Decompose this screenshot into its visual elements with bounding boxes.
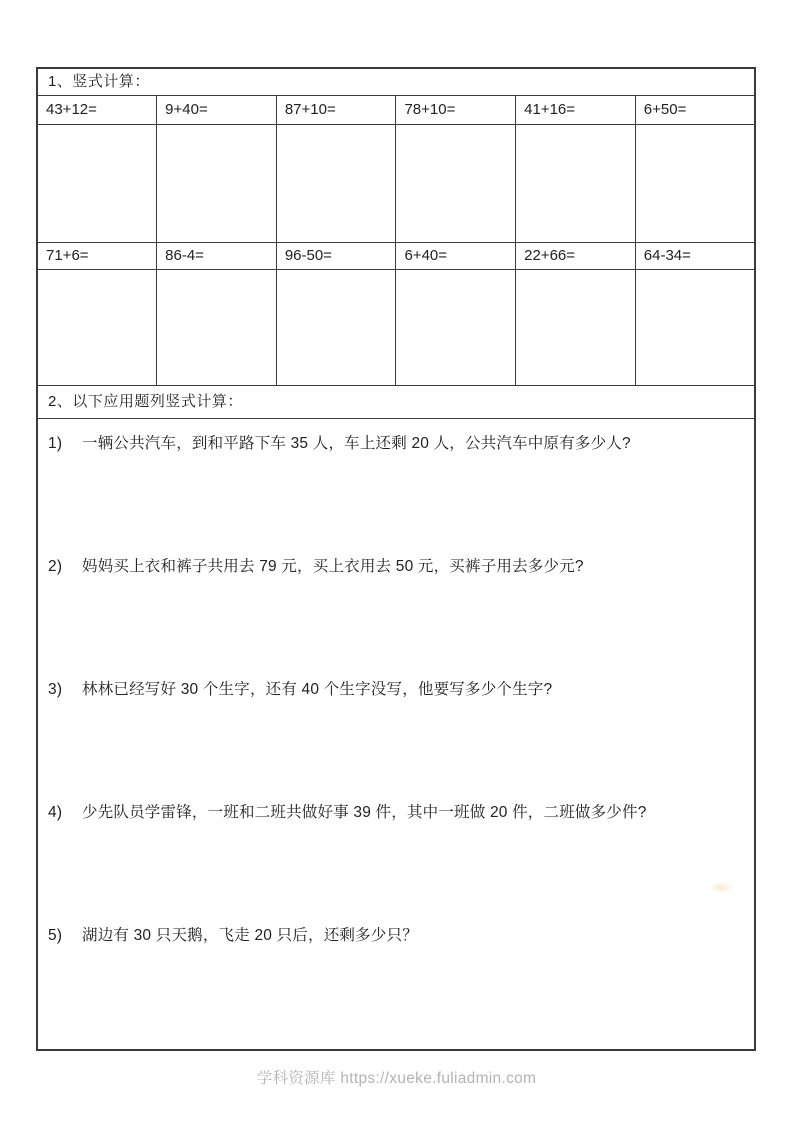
problem-cell: 6+50=	[635, 95, 755, 124]
problem-cell: 78+10=	[396, 95, 516, 124]
word-problem-number: 1)	[48, 434, 63, 452]
workspace-cell	[396, 269, 516, 385]
workspace-cell	[157, 269, 277, 385]
problem-cell: 6+40=	[396, 242, 516, 269]
workspace-cell	[516, 124, 636, 242]
word-problem-4	[38, 803, 754, 926]
problem-cell: 86-4=	[157, 242, 277, 269]
problems-row-1	[37, 95, 755, 124]
problem-cell: 87+10=	[276, 95, 396, 124]
workspace-cell	[276, 124, 396, 242]
word-problem-5	[38, 926, 754, 1049]
problem-cell: 71+6=	[37, 242, 157, 269]
workspace-cell	[396, 124, 516, 242]
worksheet-table	[36, 67, 756, 1051]
workspace-row-2	[37, 269, 755, 385]
workspace-cell	[37, 269, 157, 385]
word-problem-text: 林林已经写好 30 个生字，还有 40 个生字没写，他要写多少个生字?	[82, 680, 553, 698]
problem-cell: 96-50=	[276, 242, 396, 269]
section2-header-row	[37, 385, 755, 418]
workspace-row-1	[37, 124, 755, 242]
problem-cell: 43+12=	[37, 95, 157, 124]
word-problems-cell	[37, 418, 755, 1050]
word-problem-3	[38, 680, 754, 803]
problem-cell: 64-34=	[635, 242, 755, 269]
word-problem-1	[38, 419, 754, 557]
problems-row-2	[37, 242, 755, 269]
word-problems-row	[37, 418, 755, 1050]
word-problem-number: 3)	[48, 680, 63, 698]
problem-cell: 22+66=	[516, 242, 636, 269]
workspace-cell	[37, 124, 157, 242]
word-problem-number: 5)	[48, 926, 63, 944]
section1-header-row	[37, 68, 755, 95]
section1-title: 1、竖式计算：	[37, 68, 755, 95]
word-problem-text: 湖边有 30 只天鹅，飞走 20 只后，还剩多少只？	[82, 926, 418, 944]
workspace-cell	[276, 269, 396, 385]
workspace-cell	[157, 124, 277, 242]
footer-watermark: 学科资源库 https://xueke.fuliadmin.com	[256, 1070, 537, 1087]
section2-title: 2、以下应用题列竖式计算：	[37, 385, 755, 418]
word-problem-number: 2)	[48, 557, 63, 575]
word-problem-number: 4)	[48, 803, 63, 821]
word-problem-text: 一辆公共汽车，到和平路下车 35 人，车上还剩 20 人，公共汽车中原有多少人?	[82, 434, 631, 452]
problem-cell: 41+16=	[516, 95, 636, 124]
problem-cell: 9+40=	[157, 95, 277, 124]
word-problem-text: 妈妈买上衣和裤子共用去 79 元，买上衣用去 50 元，买裤子用去多少元?	[82, 557, 584, 575]
workspace-cell	[635, 269, 755, 385]
workspace-cell	[635, 124, 755, 242]
word-problem-text: 少先队员学雷锋，一班和二班共做好事 39 件，其中一班做 20 件，二班做多少件?	[82, 803, 647, 821]
workspace-cell	[516, 269, 636, 385]
word-problem-2	[38, 557, 754, 680]
